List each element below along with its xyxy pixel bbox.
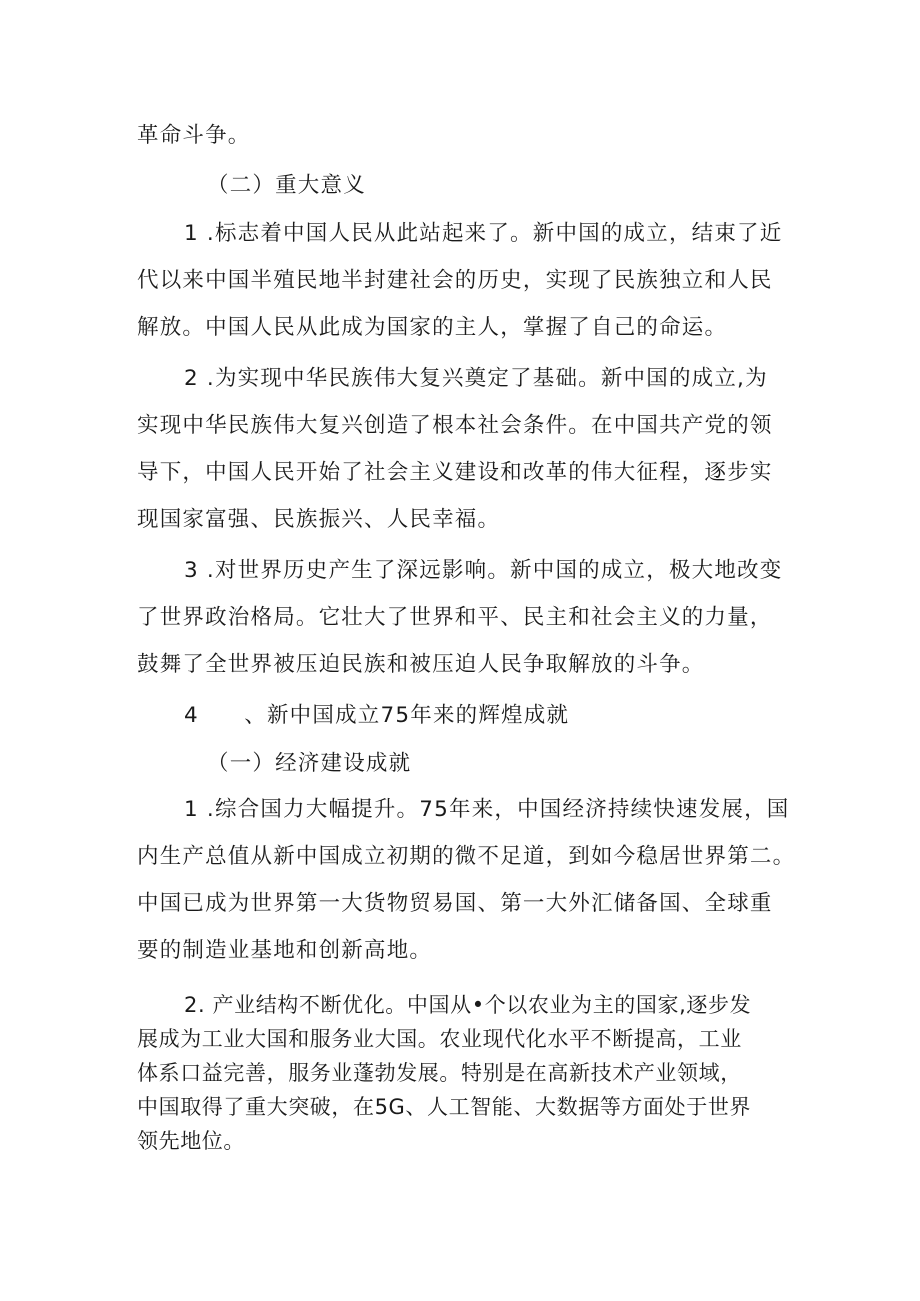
text-line: 要的制造业基地和创新高地。 <box>137 938 433 963</box>
text-line: 鼓舞了全世界被压迫民族和被压迫人民争取解放的斗争。 <box>137 652 705 677</box>
text-line: 中国取得了重大突破，在5G、人工智能、大数据等方面处于世界 <box>137 1095 752 1119</box>
section-heading-significance <box>137 162 793 209</box>
section-heading-economy <box>137 740 793 787</box>
text-line: 实现中华民族伟大复兴创造了根本社会条件。在中国共产党的领 <box>137 413 773 438</box>
text-line: 代以来中国半殖民地半封建社会的历史，实现了民族独立和人民 <box>137 268 773 293</box>
text-line: 现国家富强、民族振兴、人民幸福。 <box>137 507 501 532</box>
text-line: （二）重大意义 <box>207 173 366 198</box>
text-line: 内生产总值从新中国成立初期的微不足道，到如今稳居世界第二。 <box>137 844 796 869</box>
paragraph-point-1 <box>137 210 793 351</box>
text-line: 1 .综合国力大幅提升。75年来，中国经济持续快速发展，国 <box>184 797 790 822</box>
text-line: 了世界政治格局。它壮大了世界和平、民主和社会主义的力量， <box>137 605 773 630</box>
text-line: （一）经济建设成就 <box>207 751 412 776</box>
text-line: 解放。中国人民从此成为国家的主人，掌握了自己的命运。 <box>137 315 728 340</box>
paragraph-economy-1 <box>137 786 796 974</box>
paragraph-point-3 <box>137 547 793 688</box>
text-line: 导下，中国人民开始了社会主义建设和改革的伟大征程，逐步实 <box>137 460 773 485</box>
text-line: 3 .对世界历史产生了深远影响。新中国的成立，极大地改变 <box>184 558 783 583</box>
paragraph-continuation <box>137 112 793 159</box>
text-line: 中国已成为世界第一大货物贸易国、第一大外汇储备国、全球重 <box>137 891 773 916</box>
text-line: 领先地位。 <box>137 1129 245 1153</box>
text-line: 展成为工业大国和服务业大国。农业现代化水平不断提高，工业 <box>137 1027 742 1051</box>
paragraph-economy-2 <box>137 988 793 1158</box>
text-line: 2. 产业结构不断优化。中国从•个以农业为主的国家,逐步发 <box>184 993 752 1017</box>
section-heading-achievements <box>137 692 793 739</box>
text-line: 4 、新中国成立75年来的辉煌成就 <box>184 703 570 728</box>
text-line: 体系口益完善，服务业蓬勃发展。特别是在高新技术产业领域， <box>137 1061 742 1085</box>
text-line: 2 .为实现中华民族伟大复兴奠定了基础。新中国的成立,为 <box>184 366 768 391</box>
paragraph-point-2 <box>137 355 793 543</box>
text-line: 革命斗争。 <box>137 123 251 148</box>
text-line: 1 .标志着中国人民从此站起来了。新中国的成立，结束了近 <box>184 221 783 246</box>
